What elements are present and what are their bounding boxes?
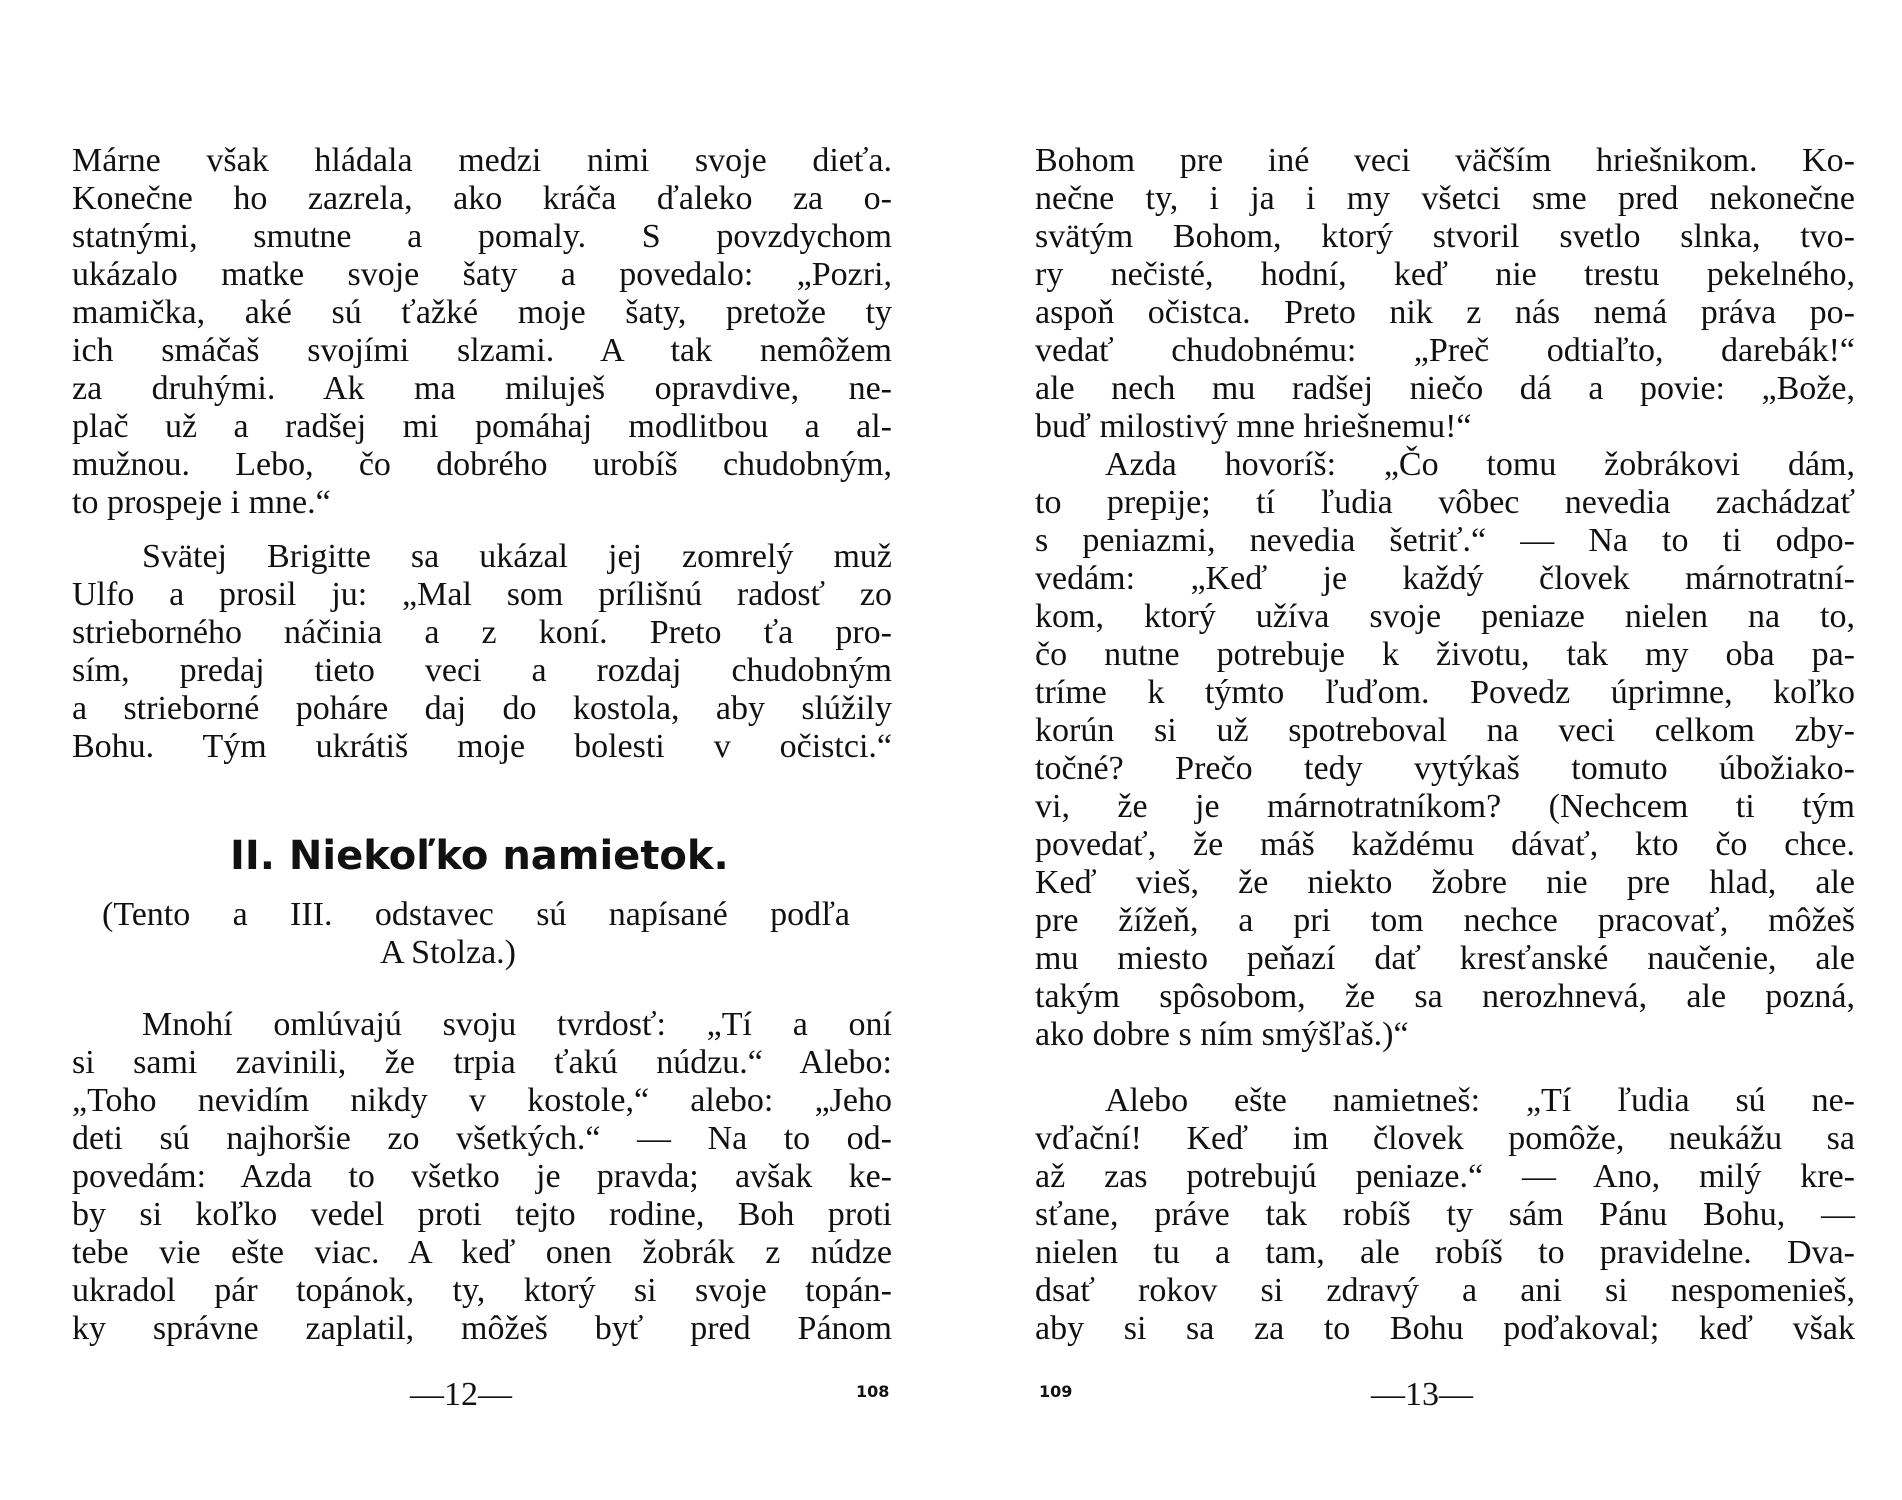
small-page-number: 109 (1039, 1382, 1073, 1401)
text-line: Konečne ho zazrela, ako kráča ďaleko za o- (72, 180, 892, 217)
section-subheading: A Stolza.) (380, 934, 516, 971)
text-line: vedať chudobnému: „Preč odtiaľto, darebák!“ (1035, 332, 1855, 369)
text-line: „Toho nevidím nikdy v kostole,“ alebo: „Jeho (72, 1082, 892, 1119)
text-line: tríme k týmto ľuďom. Povedz úprimne, koľko (1035, 674, 1855, 711)
text-line: si sami zavinili, že trpia ťakú núdzu.“ Alebo: (72, 1044, 892, 1081)
text-line: s peniazmi, nevedia šetriť.“ — Na to ti odpo- (1035, 522, 1855, 559)
text-line: svätým Bohom, ktorý stvoril svetlo slnka, tvo- (1035, 218, 1855, 255)
text-line: pre žížeň, a pri tom nechce pracovať, môžeš (1035, 902, 1855, 939)
text-line: statnými, smutne a pomaly. S povzdychom (72, 218, 892, 255)
text-line: takým spôsobom, že sa nerozhnevá, ale pozná, (1035, 978, 1855, 1015)
text-line: ukázalo matke svoje šaty a povedalo: „Pozri, (72, 256, 892, 293)
text-line: by si koľko vedel proti tejto rodine, Boh proti (72, 1196, 892, 1233)
text-line: mu miesto peňazí dať kresťanské naučenie, ale (1035, 940, 1855, 977)
text-line: Svätej Brigitte sa ukázal jej zomrelý muž (142, 538, 892, 575)
text-line: Mnohí omlúvajú svoju tvrdosť: „Tí a oní (142, 1006, 892, 1043)
text-line: povedám: Azda to všetko je pravda; avšak ke- (72, 1158, 892, 1195)
text-line: povedať, že máš každému dávať, kto čo chce. (1035, 826, 1855, 863)
text-line: Alebo ešte namietneš: „Tí ľudia sú ne- (1105, 1082, 1855, 1119)
text-line: aspoň očistca. Preto nik z nás nemá práva po- (1035, 294, 1855, 331)
text-line: ky správne zaplatil, môžeš byť pred Pánom (72, 1310, 892, 1347)
text-line: mamička, aké sú ťažké moje šaty, pretože ty (72, 294, 892, 331)
text-line: až zas potrebujú peniaze.“ — Ano, milý kre- (1035, 1158, 1855, 1195)
text-line: vďační! Keď im človek pomôže, neukážu sa (1035, 1120, 1855, 1157)
text-line: sím, predaj tieto veci a rozdaj chudobným (72, 652, 892, 689)
text-line: nielen tu a tam, ale robíš to pravidelne. Dva- (1035, 1234, 1855, 1271)
text-line: ale nech mu radšej niečo dá a povie: „Bože, (1035, 370, 1855, 407)
text-line: korún si už spotreboval na veci celkom zby- (1035, 712, 1855, 749)
text-line: Azda hovoríš: „Čo tomu žobrákovi dám, (1105, 446, 1855, 483)
text-line: dsať rokov si zdravý a ani si nespomenieš, (1035, 1272, 1855, 1309)
text-line: ry nečisté, hodní, keď nie trestu pekelného, (1035, 256, 1855, 293)
text-line: čo nutne potrebuje k životu, tak my oba pa- (1035, 636, 1855, 673)
text-line: to prepije; tí ľudia vôbec nevedia zachádzať (1035, 484, 1855, 521)
text-line: Keď vieš, že niekto žobre nie pre hlad, ale (1035, 864, 1855, 901)
text-line: Ulfo a prosil ju: „Mal som prílišnú radosť zo (72, 576, 892, 613)
text-line: točné? Prečo tedy vytýkaš tomuto úbožiako- (1035, 750, 1855, 787)
text-line: Bohu. Tým ukrátiš moje bolesti v očistci.“ (72, 728, 892, 765)
text-line: tebe vie ešte viac. A keď onen žobrák z núdze (72, 1234, 892, 1271)
section-heading: II. Niekoľko namietok. (230, 833, 729, 879)
text-line: za druhými. Ak ma miluješ opravdive, ne- (72, 370, 892, 407)
text-line: ich smáčaš svojími slzami. A tak nemôžem (72, 332, 892, 369)
text-line: vi, že je márnotratníkom? (Nechcem ti tým (1035, 788, 1855, 825)
text-line: strieborného náčinia a z koní. Preto ťa pro- (72, 614, 892, 651)
page-number: —13— (1371, 1376, 1473, 1413)
section-subheading: (Tento a III. odstavec sú napísané podľa (102, 896, 850, 933)
text-line: buď milostivý mne hriešnemu!“ (1035, 408, 1472, 445)
text-line: to prospeje i mne.“ (72, 484, 331, 521)
text-line: kom, ktorý užíva svoje peniaze nielen na to, (1035, 598, 1855, 635)
text-line: plač už a radšej mi pomáhaj modlitbou a al- (72, 408, 892, 445)
text-line: ukradol pár topánok, ty, ktorý si svoje topán- (72, 1272, 892, 1309)
text-line: Bohom pre iné veci väčším hriešnikom. Ko- (1035, 142, 1855, 179)
text-line: sťane, práve tak robíš ty sám Pánu Bohu, — (1035, 1196, 1855, 1233)
text-line: deti sú najhoršie zo všetkých.“ — Na to od- (72, 1120, 892, 1157)
small-page-number: 108 (856, 1382, 890, 1401)
text-line: ako dobre s ním smýšľaš.)“ (1035, 1016, 1409, 1053)
text-line: a strieborné poháre daj do kostola, aby slúžily (72, 690, 892, 727)
text-line: mužnou. Lebo, čo dobrého urobíš chudobným, (72, 446, 892, 483)
text-line: nečne ty, i ja i my všetci sme pred nekonečne (1035, 180, 1855, 217)
right-page (951, 0, 1902, 1500)
text-line: aby si sa za to Bohu poďakoval; keď však (1035, 1310, 1855, 1347)
text-line: vedám: „Keď je každý človek márnotratní- (1035, 560, 1855, 597)
page-number: —12— (410, 1376, 512, 1413)
text-line: Márne však hládala medzi nimi svoje dieťa. (72, 142, 892, 179)
